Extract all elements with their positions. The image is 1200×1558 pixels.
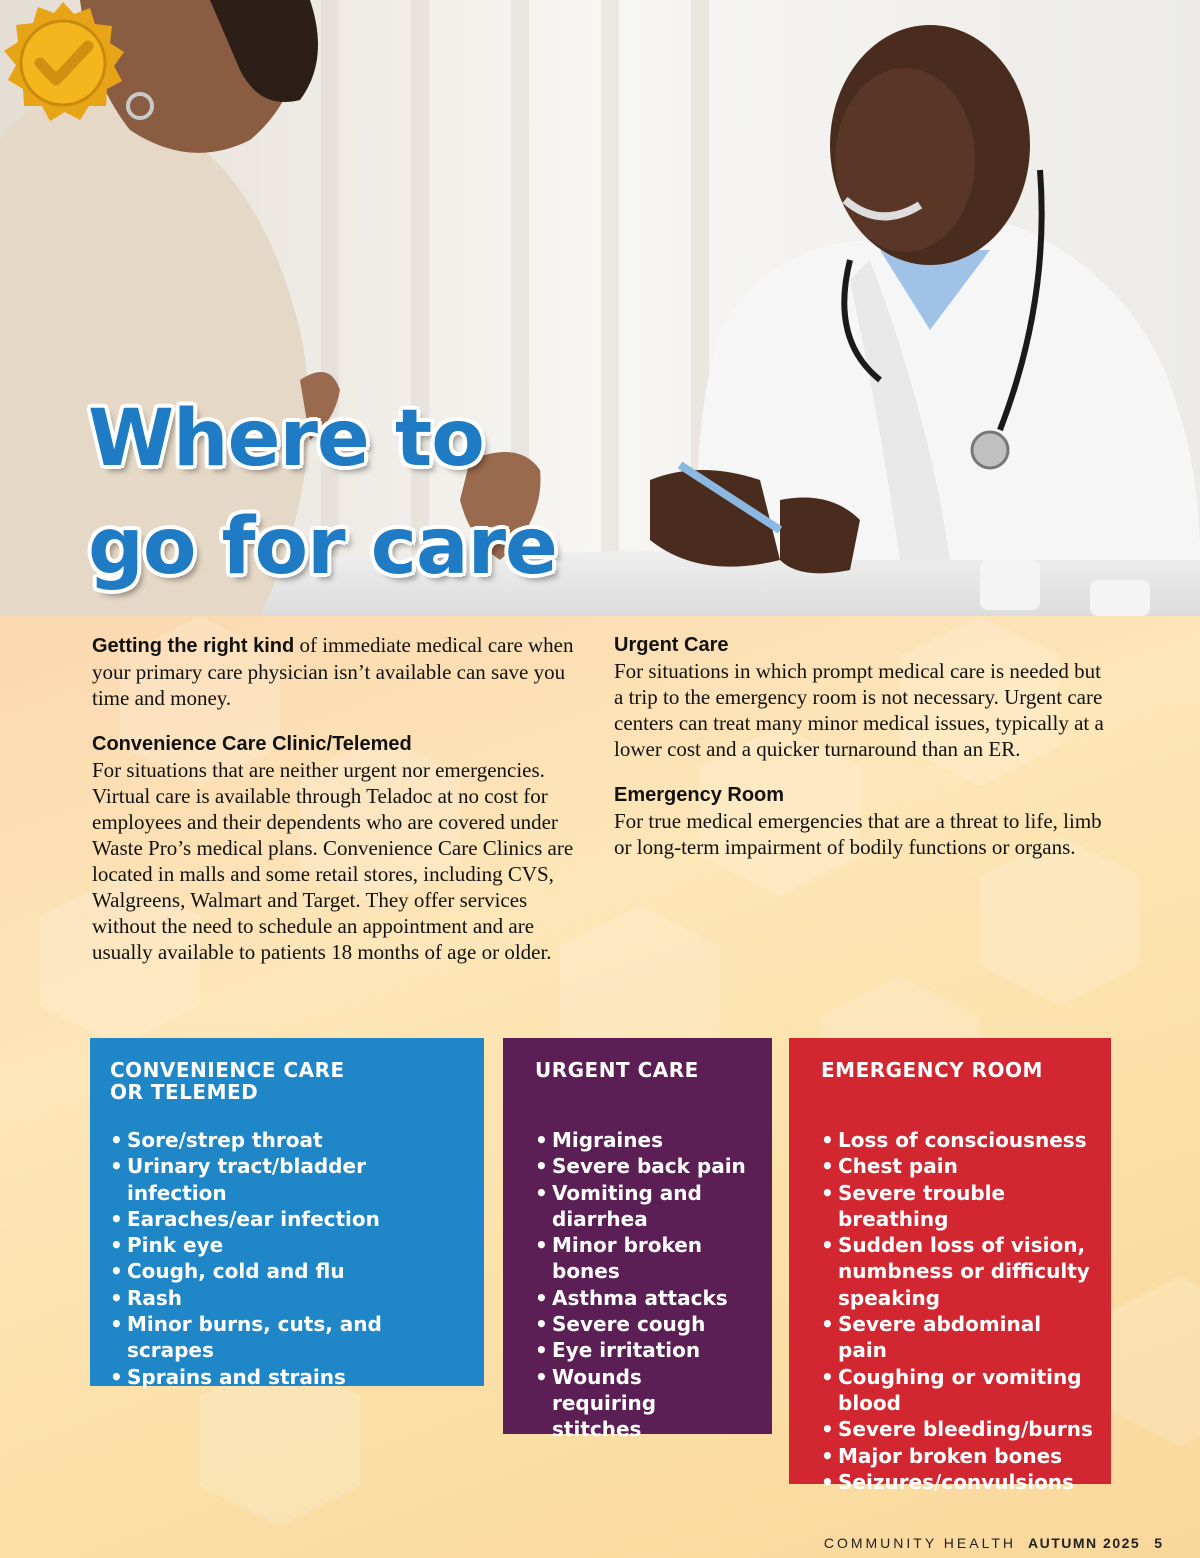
convenience-care-box: [90, 1038, 484, 1389]
convenience-list: [110, 1127, 464, 1390]
list-item: • Minor burns, cuts, and scrapes: [110, 1311, 464, 1364]
urgent-section: [614, 632, 1114, 762]
page-title-line2: go for care: [88, 502, 557, 592]
publication-name: COMMUNITY HEALTH: [823, 1535, 1016, 1551]
list-item: • Urinary tract/bladder infection: [110, 1153, 464, 1206]
er-box-title: EMERGENCY ROOM: [821, 1058, 1043, 1082]
convenience-box-title-line1: CONVENIENCE CARE: [110, 1058, 345, 1082]
issue-label: AUTUMN 2025: [1028, 1535, 1141, 1551]
intro-text: of immediate medical care when your primary care physician isn’t available can save you time and money.: [92, 633, 574, 710]
urgent-heading: Urgent Care: [614, 634, 729, 656]
list-item: • Seizures/convulsions: [821, 1469, 1093, 1495]
list-item: • Severe bleeding/burns: [821, 1416, 1093, 1442]
list-item: • Sudden loss of vision, numbness or difficulty speaking: [821, 1232, 1093, 1311]
approval-badge-icon: [0, 0, 126, 126]
page-footer: [824, 1535, 1162, 1551]
list-item: • Pink eye: [110, 1232, 464, 1258]
list-item: • Severe cough: [535, 1311, 752, 1337]
convenience-text: For situations that are neither urgent nor emergencies. Virtual care is available through Teladoc at no cost for employees and their dependents who are covered under Waste Pro’s medical plans. Convenience Care Clinics are located in malls and some retail stores, including CVS, Walgreens, Walmart and Target. They offer services without the need to schedule an appointment and are usually available to patients 18 months of age or older.: [92, 758, 574, 964]
list-item: • Eye irritation: [535, 1337, 752, 1363]
er-heading: Emergency Room: [614, 784, 785, 806]
list-item: • Rash: [110, 1285, 464, 1311]
er-section: [614, 782, 1114, 860]
intro-right-column: [614, 632, 1114, 880]
intro-left-column: [92, 632, 592, 985]
list-item: • Minor broken bones: [535, 1232, 752, 1285]
urgent-care-box: [503, 1038, 772, 1442]
list-item: • Chest pain: [821, 1153, 1093, 1179]
convenience-box-title: [110, 1059, 464, 1103]
intro-paragraph: [92, 632, 592, 711]
list-item: • Severe abdominal pain: [821, 1311, 1093, 1364]
list-item: • Wounds requiring stitches: [535, 1364, 752, 1443]
page-title-line1: Where to: [88, 394, 484, 484]
hero-photo: [0, 0, 1200, 616]
convenience-box-title-line2: OR TELEMED: [110, 1080, 259, 1104]
urgent-text: For situations in which prompt medical care is needed but a trip to the emergency room is not necessary. Urgent care centers can treat many minor medical issues, typically at a lower cost and a quicker turnaround than an ER.: [614, 659, 1104, 761]
er-text: For true medical emergencies that are a threat to life, limb or long-term impairment of bodily functions or organs.: [614, 809, 1102, 859]
list-item: • Sprains and strains: [110, 1364, 464, 1390]
urgent-list: [535, 1127, 752, 1443]
list-item: • Asthma attacks: [535, 1285, 752, 1311]
intro-lead: Getting the right kind: [92, 635, 295, 657]
list-item: • Coughing or vomiting blood: [821, 1364, 1093, 1417]
list-item: • Loss of consciousness: [821, 1127, 1093, 1153]
er-list: [821, 1127, 1093, 1495]
convenience-heading: Convenience Care Clinic/Telemed: [92, 733, 412, 755]
urgent-box-title: URGENT CARE: [535, 1058, 699, 1082]
list-item: • Sore/strep throat: [110, 1127, 464, 1153]
list-item: • Earaches/ear infection: [110, 1206, 464, 1232]
page-title: [88, 385, 557, 601]
list-item: • Severe trouble breathing: [821, 1180, 1093, 1233]
emergency-room-box: [789, 1038, 1111, 1494]
page-number: 5: [1154, 1535, 1162, 1551]
list-item: • Migraines: [535, 1127, 752, 1153]
convenience-section: [92, 731, 592, 965]
list-item: • Major broken bones: [821, 1443, 1093, 1469]
list-item: • Vomiting and diarrhea: [535, 1180, 752, 1233]
list-item: • Severe back pain: [535, 1153, 752, 1179]
list-item: • Cough, cold and flu: [110, 1258, 464, 1284]
